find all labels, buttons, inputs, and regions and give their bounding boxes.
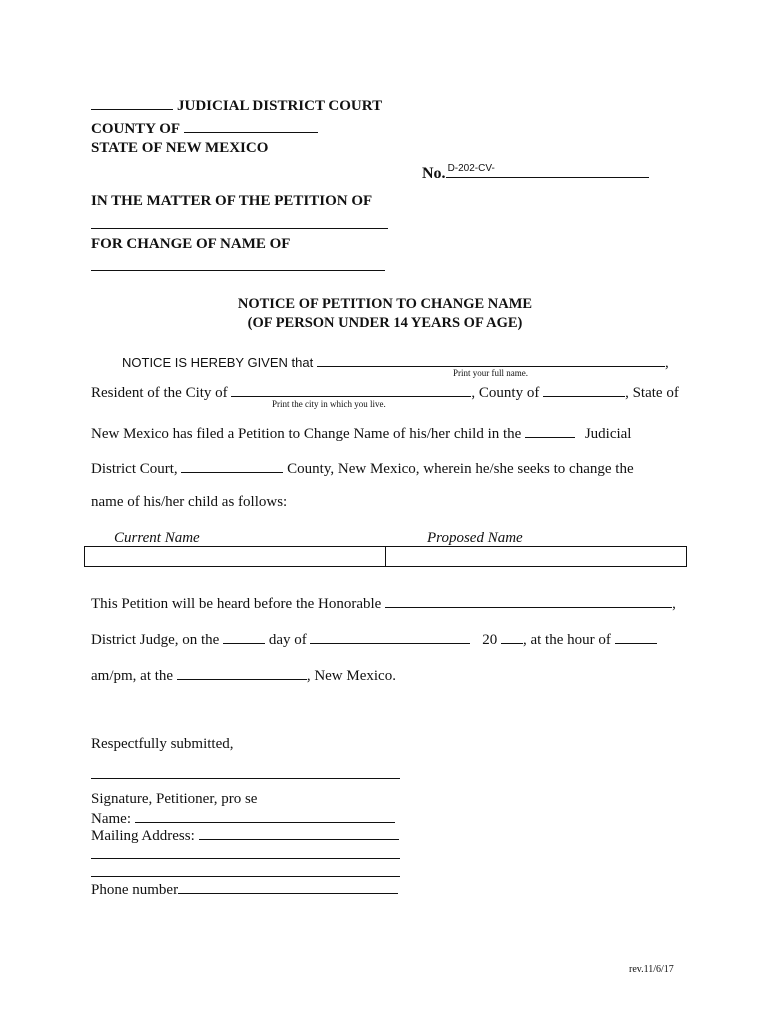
notice-given-label: NOTICE IS HEREBY GIVEN that [122, 355, 314, 370]
day-field[interactable] [223, 629, 265, 644]
location-row [91, 665, 396, 685]
petitioner-name-field[interactable] [91, 228, 388, 229]
filed-row [91, 423, 631, 443]
notice-title: NOTICE OF PETITION TO CHANGE NAME [237, 296, 533, 312]
mailing-label: Mailing Address: [91, 828, 195, 844]
month-field[interactable] [310, 629, 470, 644]
heard-before-comma: , [672, 596, 676, 612]
mailing-row [91, 825, 399, 845]
district-court-label: District Court, [91, 461, 178, 477]
year-field[interactable] [501, 629, 523, 644]
phone-field[interactable] [178, 879, 398, 894]
current-name-label: Current Name [114, 530, 200, 546]
court-header [91, 95, 382, 115]
at-hour-label: , at the hour of [522, 632, 611, 648]
petition-of-label: IN THE MATTER OF THE PETITION OF [91, 193, 373, 209]
notice-subtitle: (OF PERSON UNDER 14 YEARS OF AGE) [247, 315, 523, 331]
district-judge-label: District Judge, on the [91, 632, 220, 648]
filed-text: New Mexico has filed a Petition to Change Name of his/her child in the [91, 426, 522, 442]
proposed-name-input[interactable] [385, 546, 687, 567]
ampm-label: am/pm, at the [91, 668, 174, 684]
notice-given-comma: , [664, 355, 669, 371]
resident-label: Resident of the City of [91, 385, 228, 401]
district-row [91, 458, 634, 478]
mailing-address-field[interactable] [199, 825, 399, 840]
print-name-hint: Print your full name. [453, 368, 528, 378]
district-county-field[interactable] [181, 458, 283, 473]
phone-row [91, 879, 398, 899]
day-of-label: day of [268, 632, 307, 648]
current-name-input[interactable] [84, 546, 386, 567]
notice-given-row [122, 352, 669, 372]
respectfully-submitted: Respectfully submitted, [91, 736, 234, 752]
mailing-address-line-2[interactable] [91, 858, 400, 859]
petitioner-full-name-field[interactable] [317, 352, 665, 367]
mailing-address-line-3[interactable] [91, 876, 400, 877]
revision-date: rev.11/6/17 [629, 964, 674, 975]
state-of-label: , State of [625, 385, 679, 401]
resident-county-field[interactable] [543, 382, 625, 397]
county-field[interactable] [184, 118, 318, 133]
location-field[interactable] [177, 665, 307, 680]
signature-field[interactable] [91, 778, 400, 779]
change-of-name-label: FOR CHANGE OF NAME OF [91, 236, 291, 252]
heard-before-row [91, 593, 676, 613]
court-title: JUDICIAL DISTRICT COURT [177, 98, 383, 114]
case-number-prefix: D-202-CV- [447, 163, 495, 174]
judge-name-field[interactable] [385, 593, 672, 608]
judicial-label: Judicial [584, 426, 632, 442]
name-follows-text: name of his/her child as follows: [91, 494, 288, 510]
case-number-row [422, 163, 649, 183]
name-field[interactable] [135, 808, 395, 823]
name-label: Name: [91, 811, 131, 827]
signature-label: Signature, Petitioner, pro se [91, 791, 258, 807]
county-label: COUNTY OF [91, 121, 181, 137]
print-city-hint: Print the city in which you live. [272, 399, 386, 409]
hour-field[interactable] [615, 629, 657, 644]
county-row [91, 118, 318, 138]
case-no-label: No. [422, 165, 446, 182]
phone-label: Phone number [91, 882, 179, 898]
child-name-field[interactable] [91, 270, 385, 271]
state-label: STATE OF NEW MEXICO [91, 140, 269, 156]
district-number-field[interactable] [91, 95, 173, 110]
heard-before-label: This Petition will be heard before the Honorable [91, 596, 382, 612]
judge-date-row [91, 629, 657, 649]
new-mexico-label: , New Mexico. [306, 668, 396, 684]
year-prefix-label: 20 [482, 632, 498, 648]
proposed-name-label: Proposed Name [427, 530, 523, 546]
case-number-field[interactable] [446, 163, 649, 178]
county-of-label: , County of [471, 385, 540, 401]
city-field[interactable] [231, 382, 471, 397]
county-nm-text: County, New Mexico, wherein he/she seeks to change the [287, 461, 634, 477]
judicial-number-field[interactable] [525, 423, 575, 438]
